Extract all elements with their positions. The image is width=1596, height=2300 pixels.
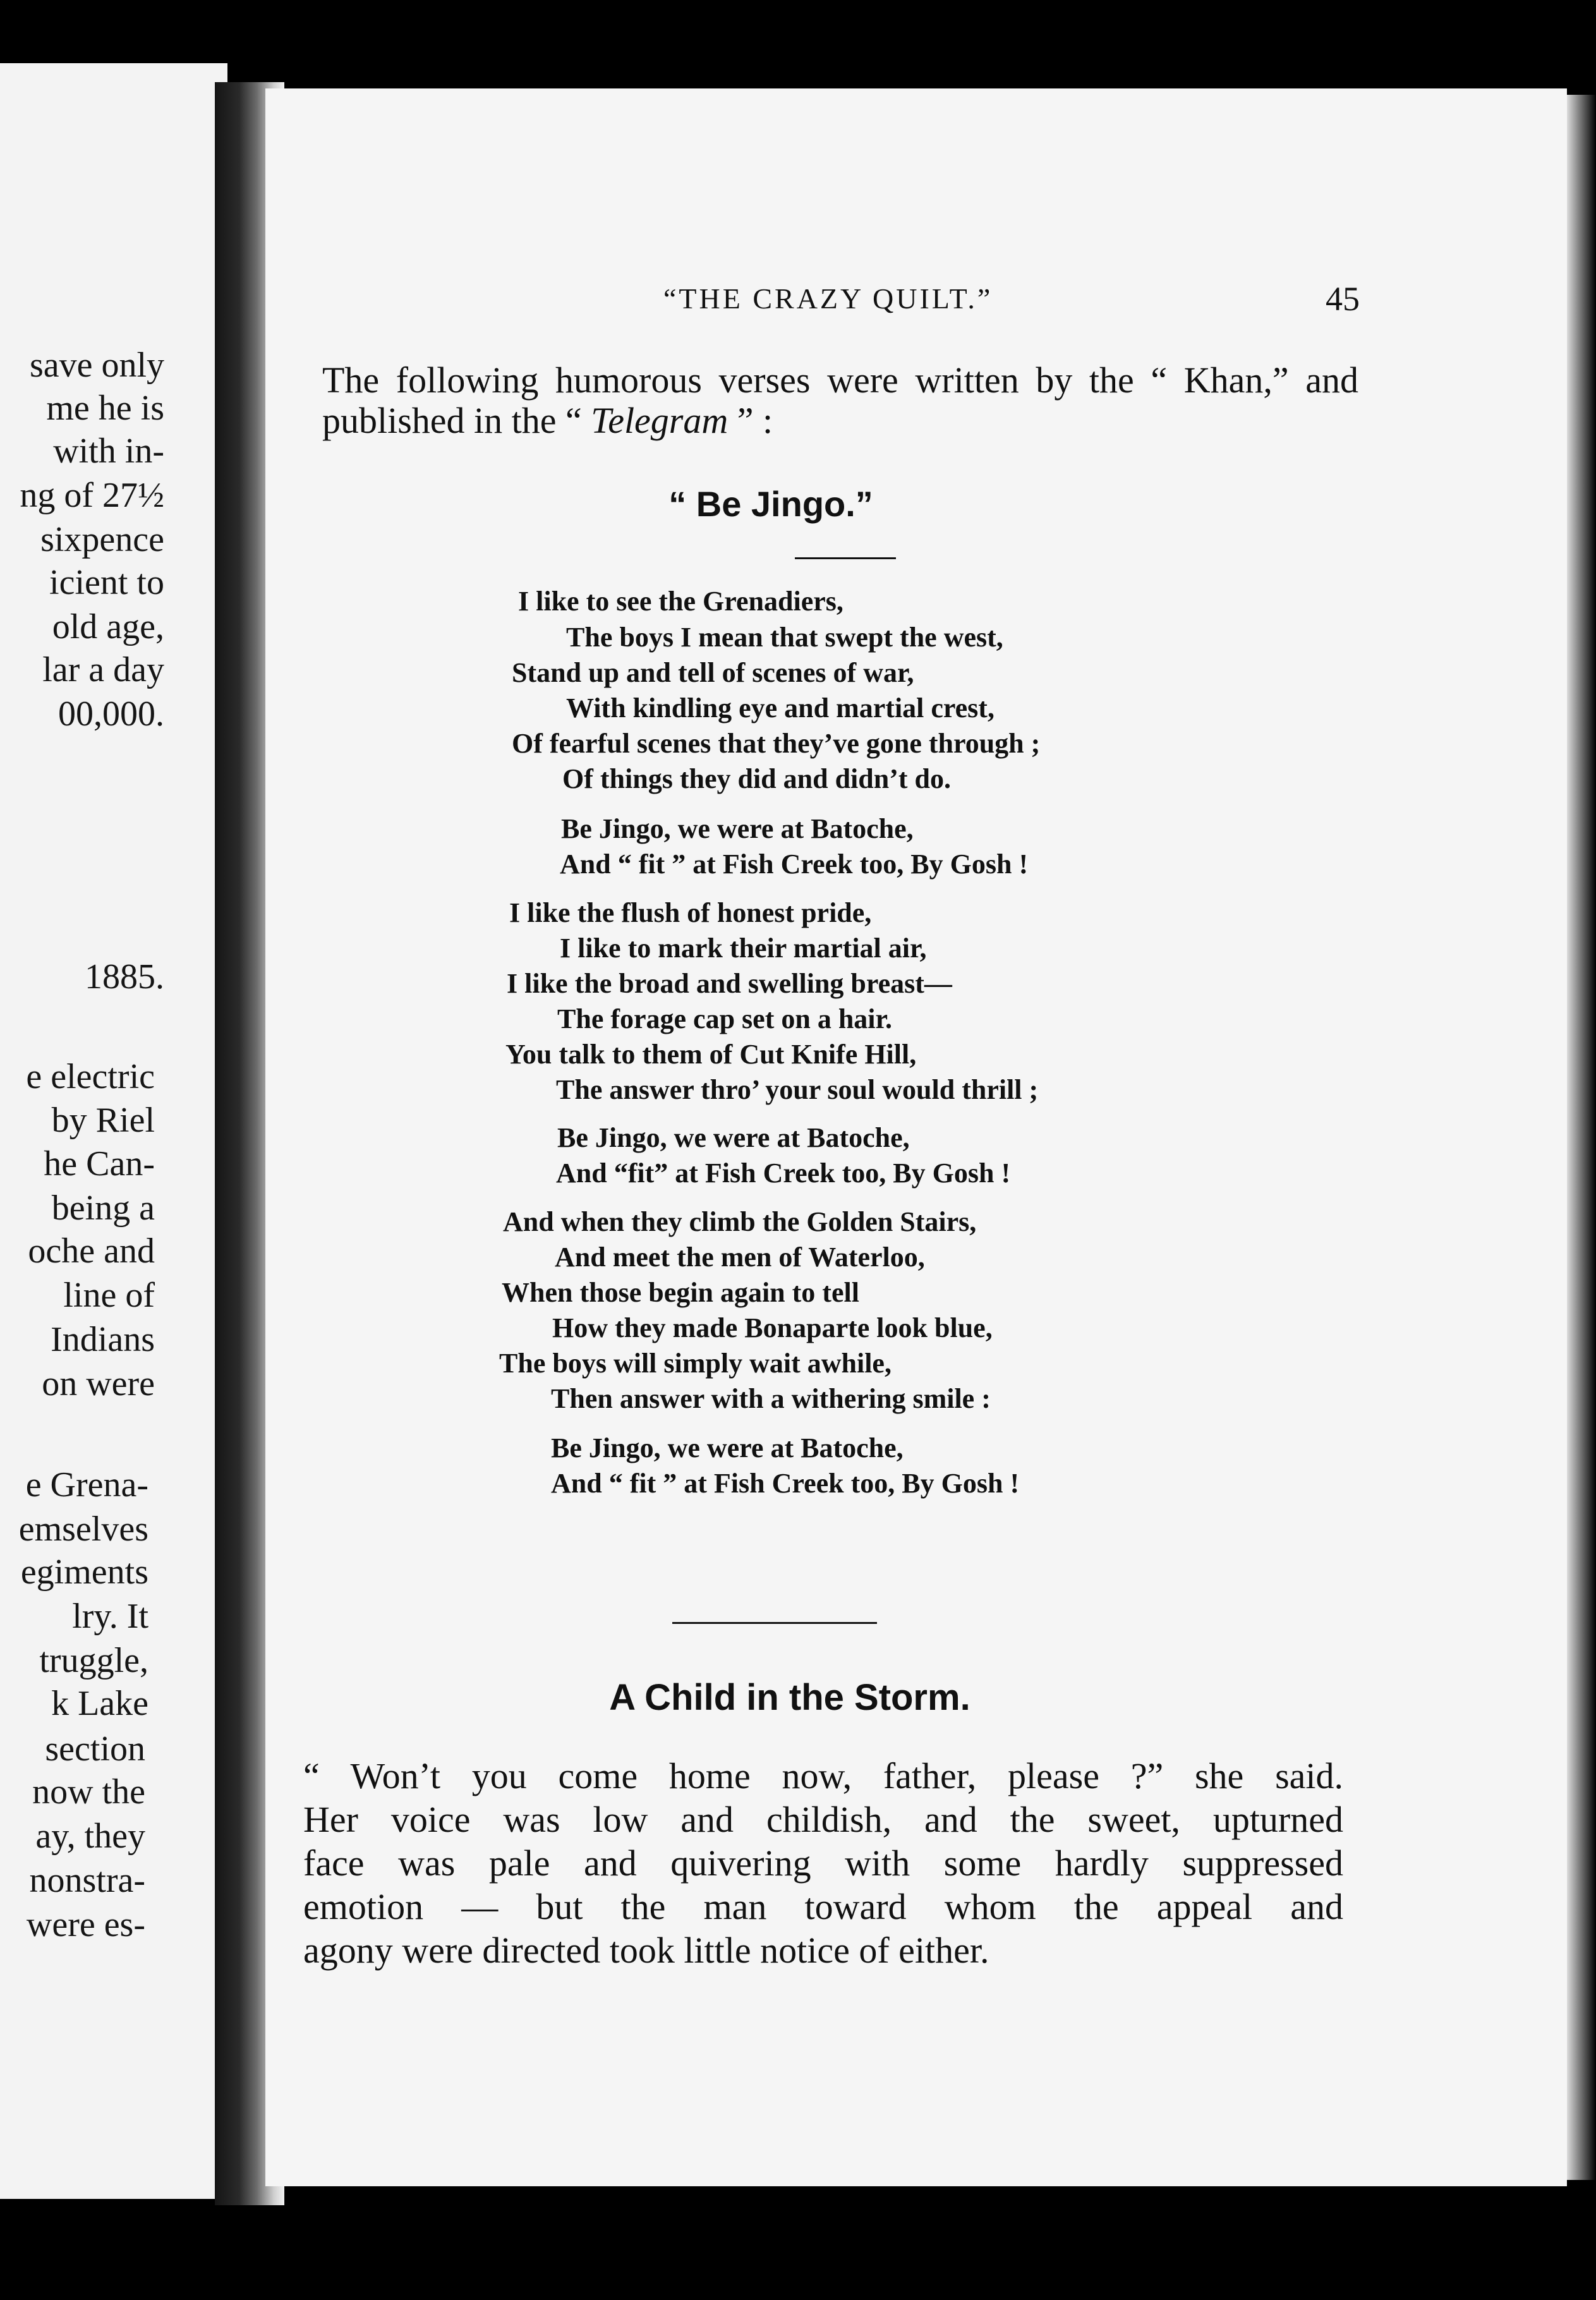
left-page-fragment: old age, xyxy=(52,607,164,646)
left-page-fragment: icient to xyxy=(49,563,164,602)
left-page-fragment: now the xyxy=(32,1772,145,1812)
left-page-fragment: with in- xyxy=(53,432,164,471)
left-page-fragment: e Grena- xyxy=(25,1465,148,1504)
left-page-fragment: were es- xyxy=(26,1905,145,1944)
left-page-fragment: truggle, xyxy=(39,1641,148,1680)
story-line: Her voice was low and childish, and the sweet, upturned xyxy=(303,1799,1343,1840)
chorus-line: Be Jingo, we were at Batoche, xyxy=(561,813,914,844)
story-line: agony were directed took little notice of either. xyxy=(303,1930,989,1971)
left-page-fragment: section xyxy=(45,1729,145,1769)
chorus-line: And “ fit ” at Fish Creek too, By Gosh ! xyxy=(551,1468,1020,1499)
left-page-fragment: k Lake xyxy=(51,1684,148,1723)
poem-line: I like the broad and swelling breast— xyxy=(507,968,952,999)
left-page-fragment: e electric xyxy=(26,1057,155,1096)
running-head: “THE CRAZY QUILT.” xyxy=(663,282,993,315)
chorus-line: And “fit” at Fish Creek too, By Gosh ! xyxy=(556,1158,1011,1189)
intro-paragraph xyxy=(322,360,1358,441)
left-page-fragment: lar a day xyxy=(42,650,164,689)
intro-source: Telegram xyxy=(591,400,728,441)
left-page-fragment: nonstra- xyxy=(29,1861,145,1900)
poem-line: I like the flush of honest pride, xyxy=(509,897,872,928)
story-title: A Child in the Storm. xyxy=(609,1677,970,1718)
left-page-fragment: he Can- xyxy=(44,1144,155,1183)
poem-line: Of things they did and didn’t do. xyxy=(562,763,951,794)
left-page-fragment: Indians xyxy=(51,1320,155,1359)
poem-line: Of fearful scenes that they’ve gone through ; xyxy=(512,728,1041,759)
poem-line: And when they climb the Golden Stairs, xyxy=(503,1206,977,1237)
poem-line: You talk to them of Cut Knife Hill, xyxy=(505,1039,917,1070)
left-page-fragment: on were xyxy=(42,1364,155,1403)
story-line: emotion — but the man toward whom the appeal and xyxy=(303,1886,1343,1927)
poem-line: The forage cap set on a hair. xyxy=(557,1003,893,1034)
left-page-fragment: lry. It xyxy=(72,1597,148,1636)
left-page-fragment: ng of 27½ xyxy=(20,476,164,515)
poem-line: The boys I mean that swept the west, xyxy=(566,622,1003,653)
poem-title: “ Be Jingo.” xyxy=(668,484,873,524)
book-page xyxy=(265,88,1567,2186)
title-rule xyxy=(795,557,896,559)
poem-line: Then answer with a withering smile : xyxy=(551,1383,991,1414)
story-line: face was pale and quivering with some hardly suppressed xyxy=(303,1843,1343,1884)
left-page-fragment: 1885. xyxy=(85,957,164,996)
left-page-fragment: line of xyxy=(63,1276,155,1315)
left-page-fragment: oche and xyxy=(28,1232,155,1271)
previous-page xyxy=(0,63,227,2199)
left-page-fragment: ay, they xyxy=(35,1817,145,1856)
chorus-line: And “ fit ” at Fish Creek too, By Gosh ! xyxy=(560,849,1029,880)
poem-line: How they made Bonaparte look blue, xyxy=(552,1312,993,1343)
poem-line: I like to mark their martial air, xyxy=(560,933,927,964)
story-line: “ Won’t you come home now, father, please ?” she said. xyxy=(303,1755,1343,1796)
left-page-fragment: by Riel xyxy=(51,1101,155,1140)
poem-line: The answer thro’ your soul would thrill ; xyxy=(556,1074,1039,1105)
left-page-fragment: emselves xyxy=(18,1510,148,1549)
page-number: 45 xyxy=(1326,280,1360,318)
left-page-fragment: sixpence xyxy=(40,520,164,559)
left-page-fragment: save only xyxy=(29,346,164,385)
section-divider xyxy=(672,1622,877,1624)
chorus-line: Be Jingo, we were at Batoche, xyxy=(557,1122,910,1153)
intro-text: The following humorous verses were written by the “ Khan,” and published in the “ xyxy=(322,360,1358,441)
left-page-fragment: me he is xyxy=(46,389,164,428)
left-page-fragment: 00,000. xyxy=(58,694,164,734)
poem-line: The boys will simply wait awhile, xyxy=(499,1348,892,1379)
poem-line: And meet the men of Waterloo, xyxy=(555,1242,925,1273)
intro-text-end: ” : xyxy=(728,400,773,441)
page-edge-shadow xyxy=(1567,95,1596,2180)
left-page-fragment: being a xyxy=(51,1189,155,1228)
chorus-line: Be Jingo, we were at Batoche, xyxy=(551,1432,904,1463)
poem-line: Stand up and tell of scenes of war, xyxy=(512,657,914,688)
left-page-fragment: egiments xyxy=(20,1552,148,1592)
poem-line: I like to see the Grenadiers, xyxy=(518,586,843,617)
poem-line: When those begin again to tell xyxy=(502,1277,859,1308)
poem-line: With kindling eye and martial crest, xyxy=(566,693,994,723)
